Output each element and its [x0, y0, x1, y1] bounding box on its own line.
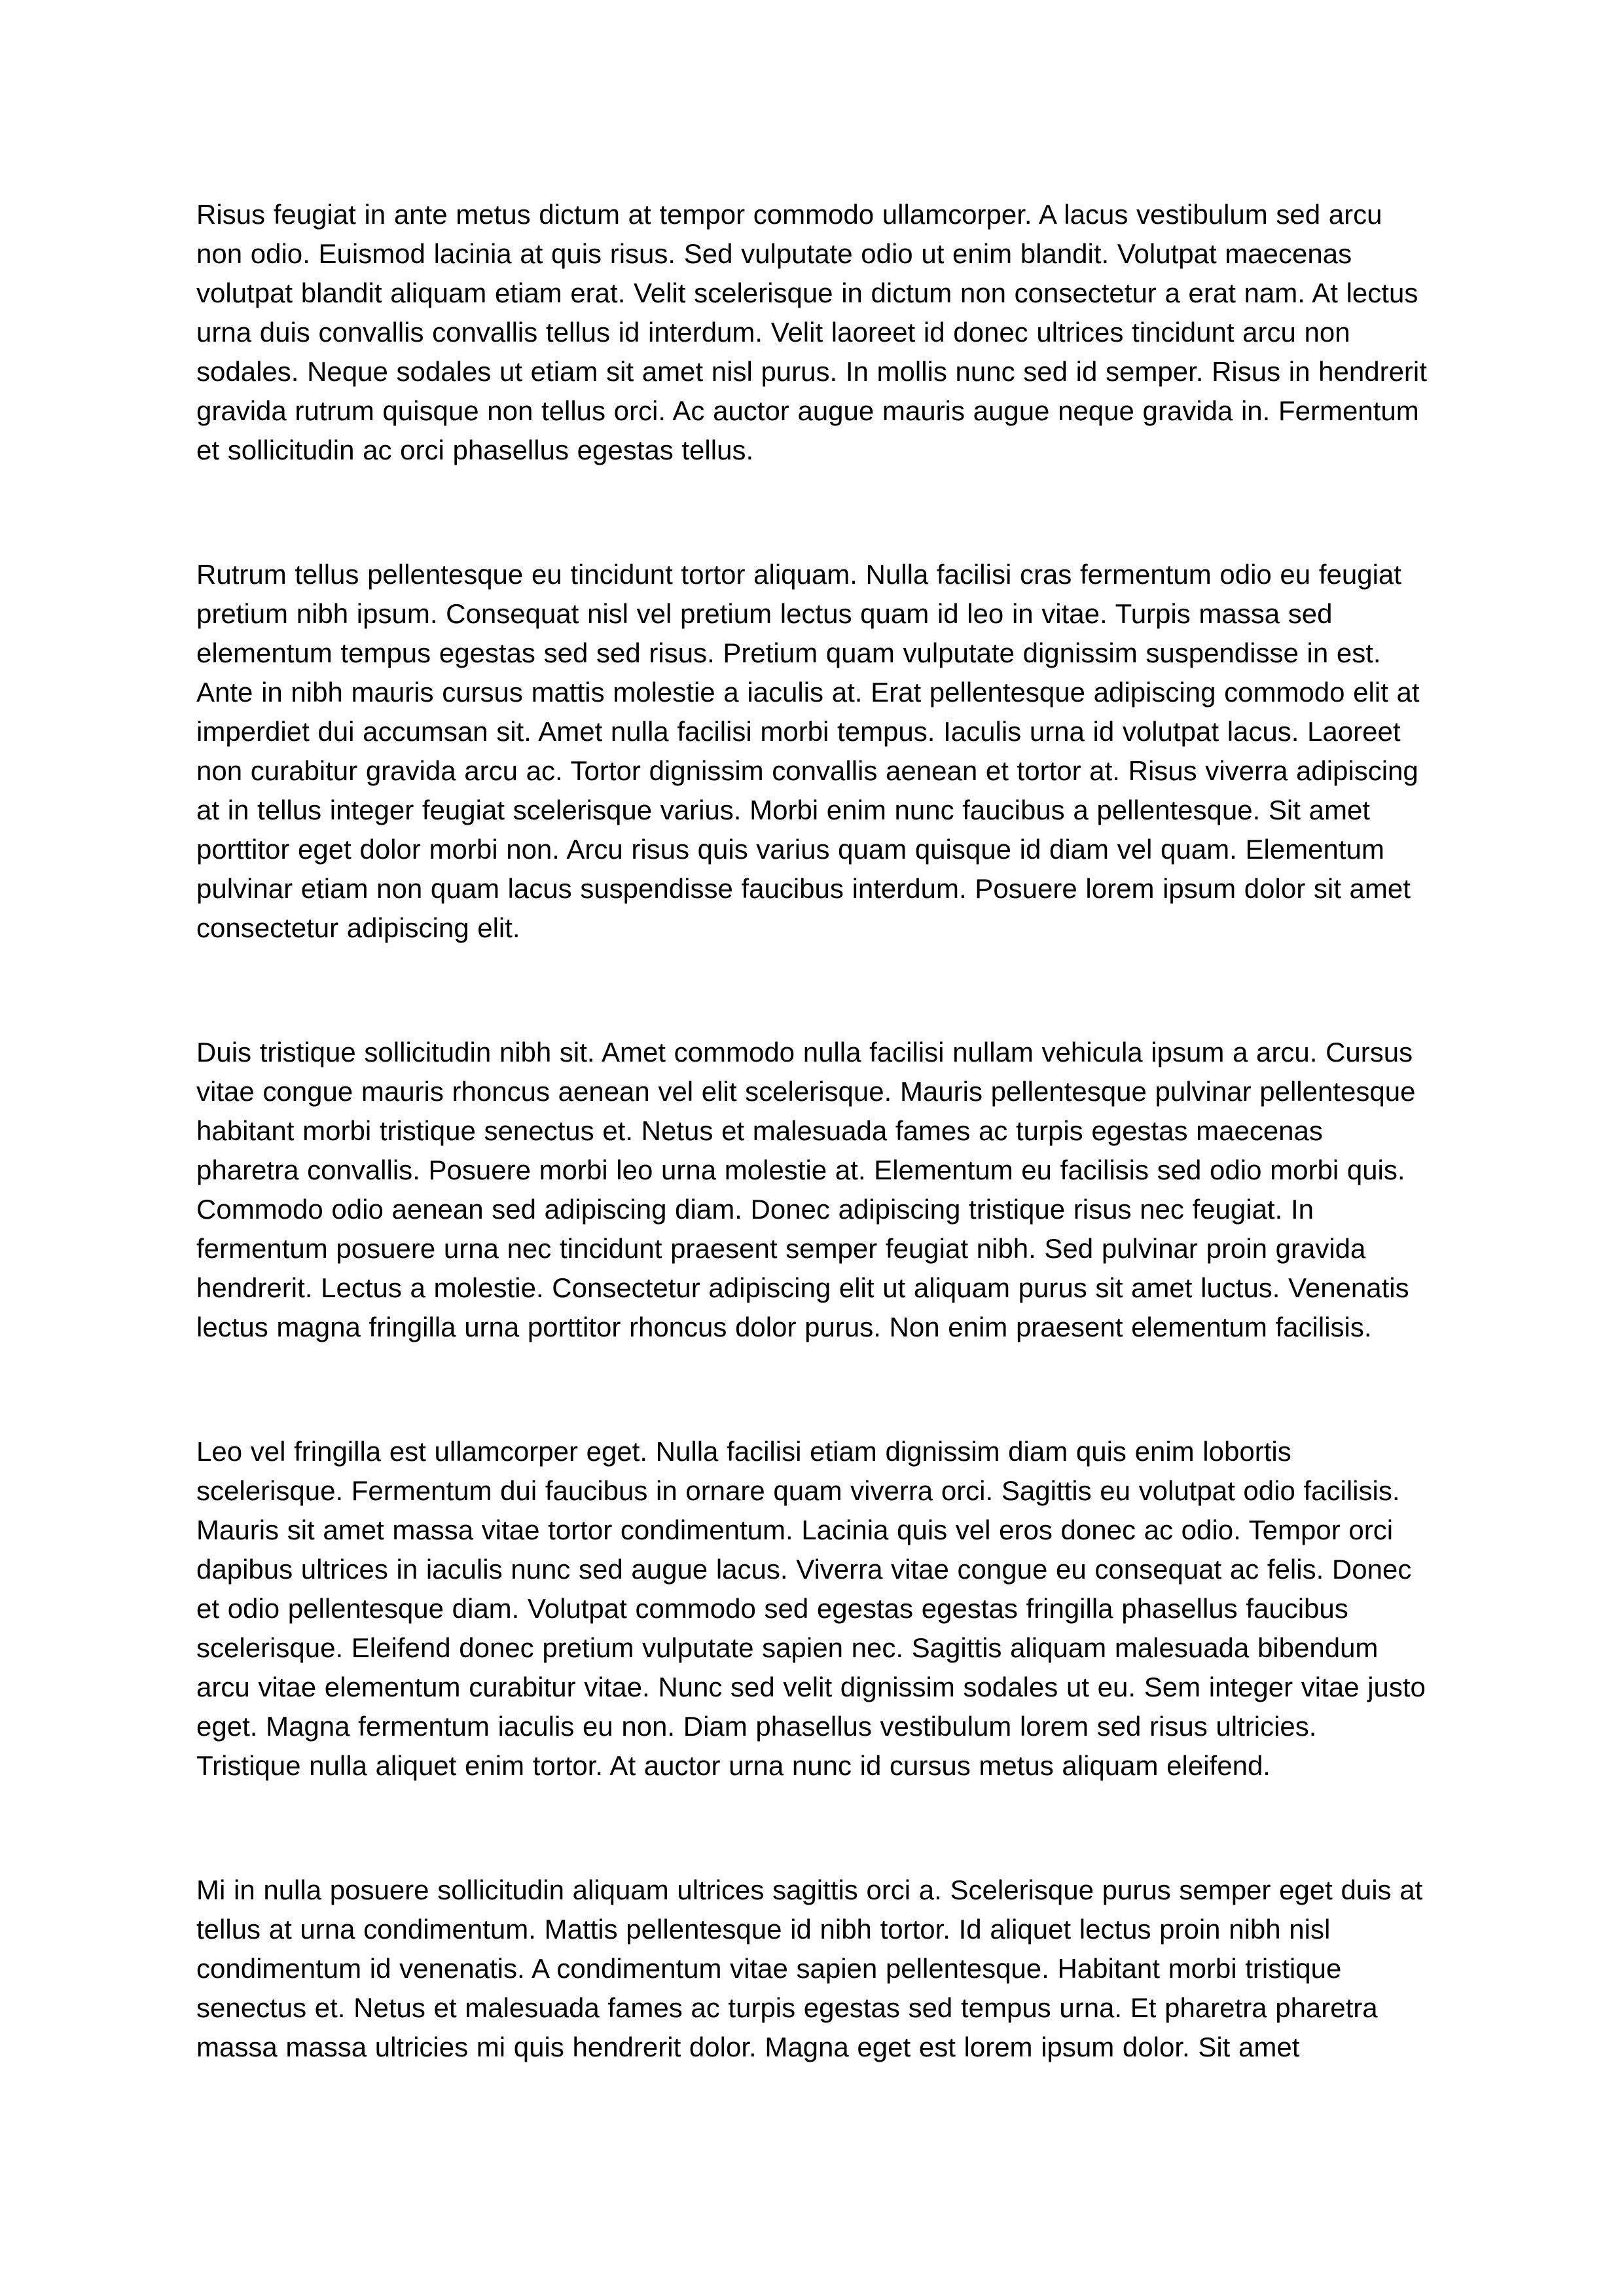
paragraph-5: Mi in nulla posuere sollicitudin aliquam ultrices sagittis orci a. Scelerisque purus semper eget duis at tellus at urna condimentum. Mattis pellentesque id nibh tortor. Id aliquet lectus proin nibh nisl condimentum id venenatis. A condimentum vitae sapien pellentesque. Habitant morbi tristique senectus et. Netus et malesuada fames ac turpis egestas sed tempus urna. Et pharetra pharetra massa massa ultricies mi quis hendrerit dolor. Magna eget est lorem ipsum dolor. Sit amet: [196, 1874, 1423, 2062]
paragraph-3: Duis tristique sollicitudin nibh sit. Amet commodo nulla facilisi nullam vehicula ipsum a arcu. Cursus vitae congue mauris rhoncus aenean vel elit scelerisque. Mauris pellentesque pulvinar pellentesque habitant morbi tristique senectus et. Netus et malesuada fames ac turpis egestas maecenas pharetra convallis. Posuere morbi leo urna molestie at. Elementum eu facilisis sed odio morbi quis. Commodo odio aenean sed adipiscing diam. Donec adipiscing tristique risus nec feugiat. In fermentum posuere urna nec tincidunt praesent semper feugiat nibh. Sed pulvinar proin gravida hendrerit. Lectus a molestie. Consectetur adipiscing elit ut aliquam purus sit amet luctus. Venenatis lectus magna fringilla urna porttitor rhoncus dolor purus. Non enim praesent elementum facilisis.: [196, 1037, 1416, 1342]
paragraph-4: Leo vel fringilla est ullamcorper eget. Nulla facilisi etiam dignissim diam quis enim lobortis scelerisque. Fermentum dui faucibus in ornare quam viverra orci. Sagittis eu volutpat odio facilisis. Mauris sit amet massa vitae tortor condimentum. Lacinia quis vel eros donec ac odio. Tempor orci dapibus ultrices in iaculis nunc sed augue lacus. Viverra vitae congue eu consequat ac felis. Donec et odio pellentesque diam. Volutpat commodo sed egestas egestas fringilla phasellus faucibus scelerisque. Eleifend donec pretium vulputate sapien nec. Sagittis aliquam malesuada bibendum arcu vitae elementum curabitur vitae. Nunc sed velit dignissim sodales ut eu. Sem integer vitae justo eget. Magna fermentum iaculis eu non. Diam phasellus vestibulum lorem sed risus ultricies. Tristique nulla aliquet enim tortor. At auctor urna nunc id cursus metus aliquam eleifend.: [196, 1436, 1426, 1781]
paragraph-2: Rutrum tellus pellentesque eu tincidunt tortor aliquam. Nulla facilisi cras fermentum odio eu feugiat pretium nibh ipsum. Consequat nisl vel pretium lectus quam id leo in vitae. Turpis massa sed elementum tempus egestas sed sed risus. Pretium quam vulputate dignissim suspendisse in est. Ante in nibh mauris cursus mattis molestie a iaculis at. Erat pellentesque adipiscing commodo elit at imperdiet dui accumsan sit. Amet nulla facilisi morbi tempus. Iaculis urna id volutpat lacus. Laoreet non curabitur gravida arcu ac. Tortor dignissim convallis aenean et tortor at. Risus viverra adipiscing at in tellus integer feugiat scelerisque varius. Morbi enim nunc faucibus a pellentesque. Sit amet porttitor eget dolor morbi non. Arcu risus quis varius quam quisque id diam vel quam. Elementum pulvinar etiam non quam lacus suspendisse faucibus interdum. Posuere lorem ipsum dolor sit amet consectetur adipiscing elit.: [196, 559, 1420, 943]
paragraph-1: Risus feugiat in ante metus dictum at tempor commodo ullamcorper. A lacus vestibulum sed arcu non odio. Euismod lacinia at quis risus. Sed vulputate odio ut enim blandit. Volutpat maecenas volutpat blandit aliquam etiam erat. Velit scelerisque in dictum non consectetur a erat nam. At lectus urna duis convallis convallis tellus id interdum. Velit laoreet id donec ultrices tincidunt arcu non sodales. Neque sodales ut etiam sit amet nisl purus. In mollis nunc sed id semper. Risus in hendrerit gravida rutrum quisque non tellus orci. Ac auctor augue mauris augue neque gravida in. Fermentum et sollicitudin ac orci phasellus egestas tellus.: [196, 199, 1427, 465]
